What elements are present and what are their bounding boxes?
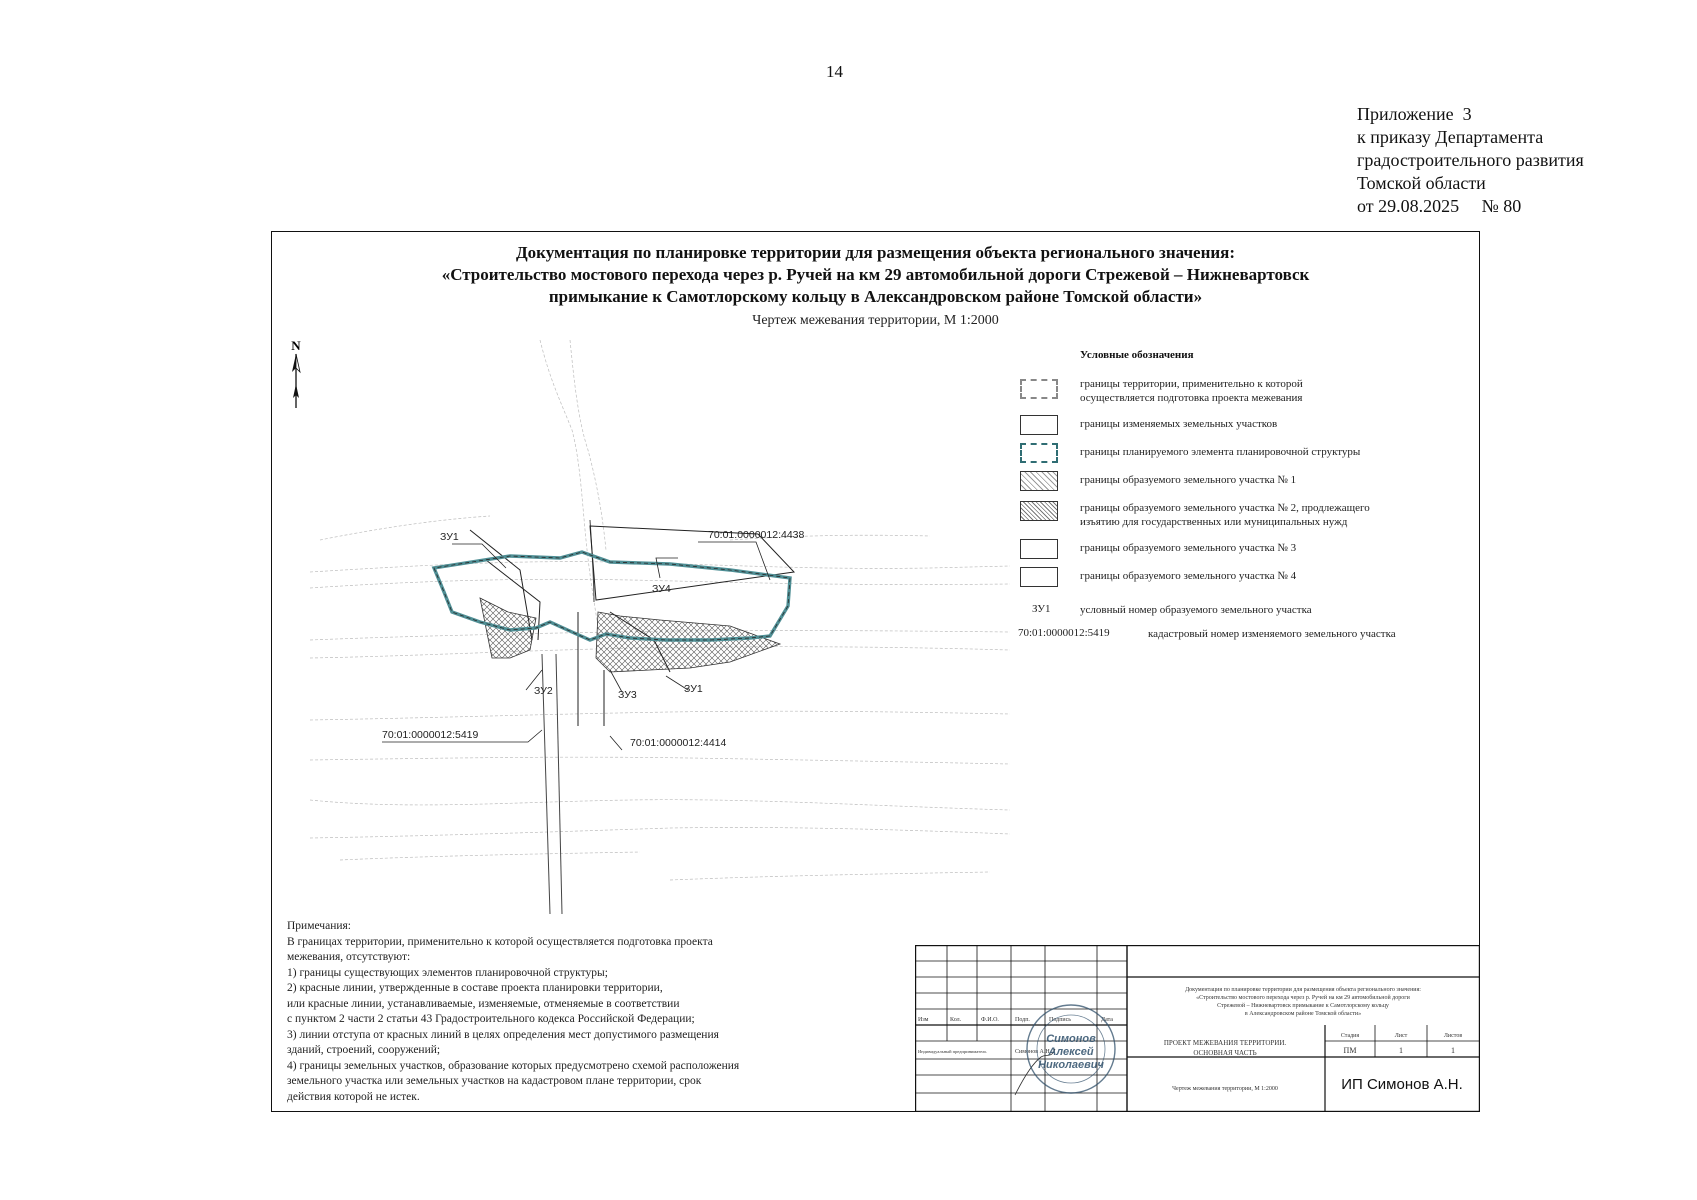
stamp-sheet: 1 [1399, 1046, 1403, 1055]
cadastral-label-4438: 70:01:0000012:4438 [708, 529, 805, 541]
appendix-line: к приказу Департамента [1357, 127, 1544, 147]
north-arrow-icon [287, 338, 305, 410]
legend-title: Условные обозначения [1080, 349, 1194, 361]
parcel-label-zu1: ЗУ1 [440, 531, 459, 543]
notes-line: земельного участка или земельных участков на кадастровом плане территории, срок [287, 1075, 702, 1087]
cadastral-label-5419: 70:01:0000012:5419 [382, 729, 479, 741]
notes-line: 2) красные линии, утвержденные в составе проекта планировки территории, [287, 982, 663, 994]
boundary-map [310, 340, 1010, 914]
notes-line: 1) границы существующих элементов планировочной структуры; [287, 966, 608, 979]
title-stamp [915, 945, 1480, 1112]
topographic-base [310, 340, 1010, 880]
appendix-block [1357, 103, 1584, 218]
drawing-title [271, 242, 1480, 308]
legend-swatch-changed [1020, 415, 1058, 435]
stamp-company: ИП Симонов А.Н. [1341, 1076, 1463, 1093]
notes-line: 4) границы земельных участков, образование которых предусмотрено схемой расположения [287, 1059, 740, 1072]
hatched-parcels [480, 598, 780, 672]
legend-swatch-planning [1020, 443, 1058, 463]
legend-swatch-parcel-3 [1020, 539, 1058, 559]
notes-line: В границах территории, применительно к которой осуществляется подготовка проекта [287, 935, 713, 948]
stamp-col-header: Подпись [1049, 1017, 1072, 1023]
legend-text: границы образуемого земельного участка № 4 [1080, 570, 1297, 582]
drawing-subtitle: Чертеж межевания территории, М 1:2000 [752, 313, 999, 328]
notes [287, 919, 842, 1105]
parcel-label-zu4: ЗУ4 [652, 583, 671, 595]
stamp-sheet-header: Лист [1394, 1033, 1408, 1039]
legend-text: кадастровый номер изменяемого земельного участка [1148, 628, 1396, 640]
parcel-label-zu3: ЗУ3 [618, 689, 637, 701]
notes-title: Примечания: [287, 920, 351, 932]
appendix-line: Томской области [1357, 173, 1486, 193]
notes-line: зданий, строений, сооружений; [287, 1044, 441, 1056]
stamp-project-title: ПРОЕКТ МЕЖЕВАНИЯ ТЕРРИТОРИИ. [1163, 1039, 1287, 1047]
legend-text: границы образуемого земельного участка № 1 [1080, 474, 1297, 486]
stamp-col-header: Ф.И.О. [981, 1017, 999, 1023]
legend-swatch-parcel-2 [1020, 501, 1058, 521]
parcel-label-zu1-second: ЗУ1 [684, 683, 703, 695]
appendix-line: градостроительного развития [1357, 150, 1584, 170]
stamp-col-header: Подп. [1015, 1017, 1030, 1023]
stamp-sheets: 1 [1451, 1046, 1455, 1055]
legend-cadastral-example: 70:01:0000012:5419 [1018, 627, 1110, 639]
legend-swatch-territory [1020, 379, 1058, 399]
cadastral-label-4414: 70:01:0000012:4414 [630, 737, 727, 749]
stamp-project-title: ОСНОВНАЯ ЧАСТЬ [1193, 1049, 1257, 1057]
parcel-label-zu2: ЗУ2 [534, 685, 553, 697]
legend-text: границы образуемого земельного участка № 3 [1080, 542, 1297, 554]
svg-text:Алексей: Алексей [1048, 1046, 1094, 1058]
stamp-col-header: Кол. [950, 1017, 962, 1023]
svg-text:Николаевич: Николаевич [1038, 1059, 1104, 1071]
stamp-col-header: Изм [918, 1017, 929, 1023]
svg-text:Симонов: Симонов [1046, 1033, 1096, 1045]
legend-text: условный номер образуемого земельного участка [1080, 604, 1312, 616]
stamp-doc-title: Документация по планировке территории для размещения объекта регионального значения: [1185, 987, 1421, 993]
appendix-line: Приложение 3 [1357, 104, 1472, 124]
legend [1016, 345, 1476, 645]
stamp-role: Индивидуальный предприниматель [918, 1049, 987, 1054]
stamp-stage-header: Стадия [1340, 1033, 1360, 1039]
stamp-stage: ПМ [1343, 1046, 1357, 1055]
title-line: Документация по планировке территории для размещения объекта регионального значения: [515, 243, 1236, 262]
title-line: примыкание к Самотлорскому кольцу в Александровском районе Томской области» [548, 287, 1203, 306]
legend-swatch-parcel-1 [1020, 471, 1058, 491]
stamp-sheets-header: Листов [1443, 1033, 1463, 1039]
page-number: 14 [826, 62, 843, 81]
stamp-doc-title: «Строительство мостового перехода через р. Ручей на км 29 автомобильной дороги [1196, 995, 1410, 1001]
legend-text: границы изменяемых земельных участков [1080, 418, 1278, 430]
north-label: N [291, 338, 301, 353]
stamp-col-header: Дата [1101, 1017, 1113, 1023]
notes-line: или красные линии, устанавливаемые, изменяемые, отменяемые в соответствии [287, 997, 680, 1010]
stamp-person: Симонов А.Н. [1015, 1049, 1052, 1055]
legend-code-example: ЗУ1 [1032, 603, 1051, 615]
stamp-drawing-name: Чертеж межевания территории, М 1:2000 [1172, 1086, 1278, 1092]
notes-line: с пунктом 2 части 2 статьи 43 Градостроительного кодекса Российской Федерации; [287, 1013, 695, 1025]
legend-text: границы планируемого элемента планировочной структуры [1080, 446, 1361, 458]
notes-line: межевания, отсутствуют: [287, 951, 411, 963]
appendix-line: от 29.08.2025 № 80 [1357, 196, 1522, 216]
stamp-doc-title: в Александровском районе Томской области» [1244, 1011, 1362, 1017]
legend-text: границы образуемого земельного участка № 2, продлежащего изъятию для государственных или муниципальных нужд [1080, 502, 1370, 528]
legend-text: границы территории, применительно к которой осуществляется подготовка проекта межевания [1080, 378, 1303, 404]
title-line: «Строительство мостового перехода через р. Ручей на км 29 автомобильной дороги Стрежевой – Нижневартовск [441, 265, 1310, 284]
legend-swatch-parcel-4 [1020, 567, 1058, 587]
notes-line: 3) линии отступа от красных линий в целях определения мест допустимого размещения [287, 1028, 719, 1041]
notes-line: действия которой не истек. [287, 1090, 420, 1103]
stamp-doc-title: Стрежевой – Нижневартовск примыкание к Самотлорскому кольцу [1217, 1003, 1389, 1009]
